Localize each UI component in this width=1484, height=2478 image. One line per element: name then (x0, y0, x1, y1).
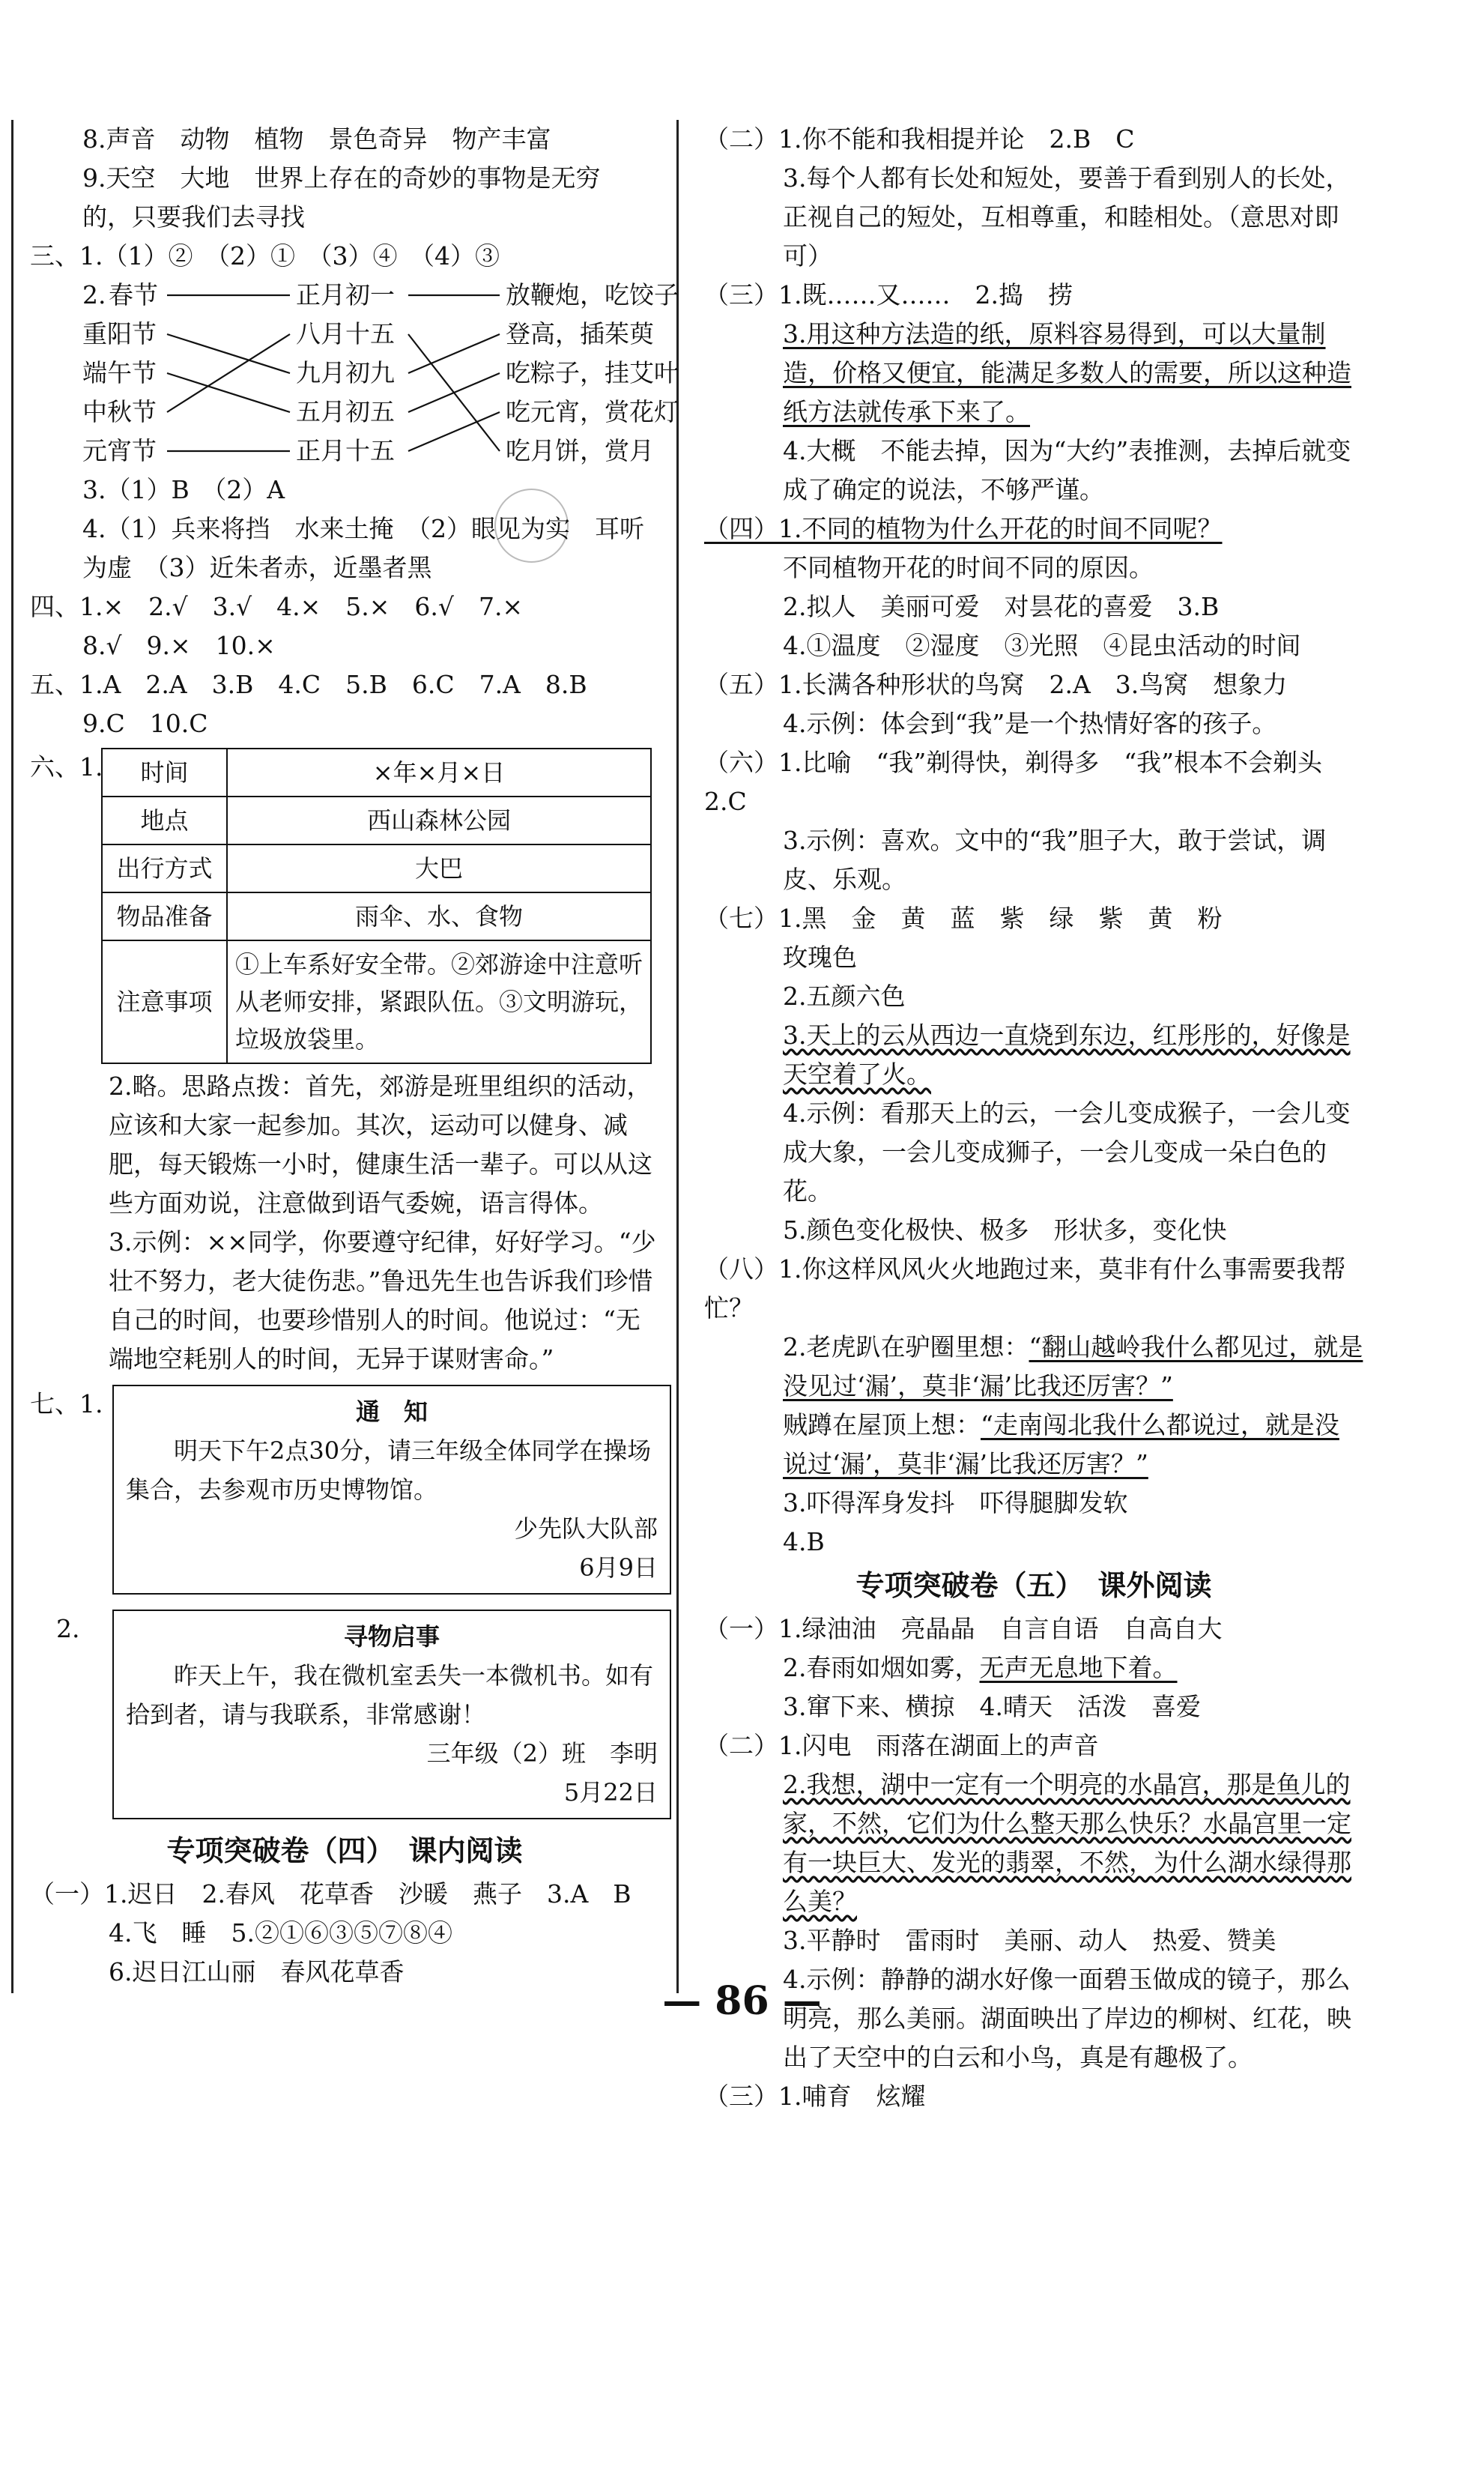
table-value: ×年×月×日 (227, 749, 651, 797)
notice-date: 6月9日 (579, 1553, 658, 1582)
lost-notice-title: 寻物启事 (343, 1622, 440, 1651)
answer-line: 三、1.（1）② （2）① （3）④ （4）③ (30, 241, 500, 271)
underlined-answer: “走南闯北我什么都说过，就是没说过‘漏’，莫非‘漏’比我还厉害？” (783, 1410, 1339, 1478)
answer-paragraph: 2.略。思路点拨：首先，郊游是班里组织的活动，应该和大家一起参加。其次，运动可以健身、减肥，每天锻炼一小时，健康生活一辈子。可以从这些方面劝说，注意做到语气委婉，语言得体。 (109, 1072, 652, 1218)
answer-line: 9.天空 大地 世界上存在的奇妙的事物是无穷 (82, 163, 601, 193)
lost-notice-date: 5月22日 (563, 1778, 658, 1807)
festival-date: 正月十五 (296, 436, 395, 465)
answer-line: 3.平静时 雷雨时 美丽、动人 热爱、赞美 (783, 1926, 1276, 1955)
table-value: 雨伞、水、食物 (227, 892, 651, 940)
answer-line: 8.√ 9.× 10.× (82, 631, 276, 660)
notice-signature: 少先队大队部 (513, 1514, 658, 1543)
table-row (102, 892, 651, 940)
table-row (102, 797, 651, 844)
answer-line: 4.飞 睡 5.②①⑥③⑤⑦⑧④ (109, 1918, 452, 1947)
answer-paragraph: 4.①温度 ②湿度 ③光照 ④昆虫活动的时间 (783, 631, 1301, 660)
answer-line (704, 1649, 1363, 1687)
answer-paragraph: 4.大概 不能去掉，因为“大约”表推测，去掉后就变成了确定的说法，不够严谨。 (783, 436, 1351, 504)
answer-line: （三）1.哺育 炫耀 (704, 2082, 926, 2111)
festival-custom: 吃粽子，挂艾叶 (506, 358, 679, 387)
festival-custom: 登高，插茱萸 (506, 319, 654, 348)
lost-notice-body: 昨天上午，我在微机室丢失一本微机书。如有拾到者，请与我联系，非常感谢！ (126, 1661, 654, 1729)
answer-paragraph: 3.每个人都有长处和短处，要善于看到别人的长处，正视自己的短处，互相尊重，和睦相处。（意思对即可） (783, 163, 1351, 271)
table-key: 出行方式 (102, 844, 227, 892)
answer-line: （二）1.闪电 雨落在湖面上的声音 (704, 1731, 1099, 1760)
answer-paragraph: 4.示例：静静的湖水好像一面碧玉做成的镜子，那么明亮，那么美丽。湖面映出了岸边的柳树、红花，映出了天空中的白云和小鸟，真是有趣极了。 (783, 1965, 1351, 2072)
answer-line: 玫瑰色 (783, 943, 857, 972)
match-number: 2. (82, 280, 106, 309)
answer-line: （四）1.不同的植物为什么开花的时间不同呢？ (704, 514, 1223, 543)
answer-paragraph: 3.天上的云从西边一直烧到东边，红彤彤的，好像是天空着了火。 (783, 1021, 1351, 1089)
answer-paragraph: 3.用这种方法造的纸，原料容易得到，可以大量制造，价格又便宜，能满足多数人的需要，所以这种造纸方法就传承下来了。 (783, 319, 1351, 426)
answer-line: （七）1.黑 金 黄 蓝 紫 绿 紫 黄 粉 (704, 904, 1223, 933)
left-margin-rule (11, 120, 13, 1993)
festival-name: 春节 (109, 280, 158, 309)
answer-paragraph (704, 1406, 1363, 1484)
answer-line: 4.B (783, 1527, 825, 1556)
notice-box (112, 1385, 671, 1595)
answer-line: 五、1.A 2.A 3.B 4.C 5.B 6.C 7.A 8.B (30, 670, 587, 699)
answer-line: 8.声音 动物 植物 景色奇异 物产丰富 (82, 124, 551, 154)
table-key: 时间 (102, 749, 227, 797)
table-key: 地点 (102, 797, 227, 844)
underlined-answer: “翻山越岭我什么都见过，就是没见过‘漏’，莫非‘漏’比我还厉害？” (783, 1332, 1363, 1400)
answer-line: （五）1.长满各种形状的鸟窝 2.A 3.鸟窝 想象力 (704, 670, 1288, 699)
festival-matching-diagram (82, 276, 679, 471)
answer-line: 的，只要我们去寻找 (82, 202, 305, 232)
answer-line: 2.五颜六色 (783, 982, 906, 1011)
page-number: — 86 — (662, 1978, 822, 2024)
answer-paragraph: （六）1.比喻 “我”剃得快，剃得多 “我”根本不会剃头 2.C (704, 748, 1347, 816)
table-key: 注意事项 (102, 940, 227, 1063)
answer-paragraph: （八）1.你这样风风火火地跑过来，莫非有什么事需要我帮忙？ (704, 1254, 1346, 1323)
table-key: 物品准备 (102, 892, 227, 940)
table-row (102, 844, 651, 892)
answer-paragraph: 4.示例：看那天上的云，一会儿变成猴子，一会儿变成大象，一会儿变成狮子，一会儿变成一朵白色的花。 (783, 1099, 1351, 1206)
festival-custom: 吃元宵，赏花灯 (506, 397, 679, 426)
lost-notice-signature: 三年级（2）班 李明 (426, 1739, 658, 1768)
question-label: 七、1. (30, 1389, 103, 1418)
festival-date: 九月初九 (296, 358, 395, 387)
table-row (102, 749, 651, 797)
answer-line: （二）1.你不能和我相提并论 2.B C (704, 124, 1135, 154)
notice-block (30, 1385, 659, 1595)
lost-notice-block (30, 1610, 659, 1819)
festival-name: 中秋节 (82, 397, 157, 426)
festival-custom: 吃月饼，赏月 (506, 436, 654, 465)
festival-date: 正月初一 (296, 280, 395, 309)
answer-text: 2.春雨如烟如雾， (783, 1653, 980, 1682)
answer-line: 4.（1）兵来将挡 水来土掩 （2）眼见为实 耳听 (82, 514, 644, 543)
notice-body: 明天下午2点30分，请三年级全体同学在操场集合，去参观市历史博物馆。 (126, 1436, 652, 1504)
question-label: 六、1. (30, 752, 103, 782)
trip-plan-block (30, 748, 659, 1064)
answer-line: （一）1.绿油油 亮晶晶 自言自语 自高自大 (704, 1614, 1223, 1643)
answer-paragraph: 3.示例：××同学，你要遵守纪律，好好学习。“少壮不努力，老大徒伤悲。”鲁迅先生也告诉我们珍惜自己的时间，也要珍惜别人的时间。他说过：“无端地空耗别人的时间，无异于谋财害命。” (109, 1227, 656, 1374)
answer-line: 四、1.× 2.√ 3.√ 4.× 5.× 6.√ 7.× (30, 592, 524, 621)
answer-line: 4.示例：体会到“我”是一个热情好客的孩子。 (783, 709, 1277, 738)
table-value: 大巴 (227, 844, 651, 892)
answer-line: 5.颜色变化极快、极多 形状多，变化快 (783, 1215, 1227, 1245)
festival-date: 五月初五 (296, 397, 395, 426)
festival-custom: 放鞭炮，吃饺子 (506, 280, 679, 309)
answer-paragraph (704, 1328, 1363, 1406)
answer-text: 贼蹲在屋顶上想： (783, 1410, 981, 1439)
right-column (704, 120, 1363, 2116)
table-row (102, 940, 651, 1063)
answer-text: 2.老虎趴在驴圈里想： (783, 1332, 1029, 1362)
underlined-answer: 无声无息地下着。 (979, 1653, 1178, 1682)
answer-paragraph: 3.示例：喜欢。文中的“我”胆子大，敢于尝试，调皮、乐观。 (783, 826, 1327, 894)
left-column (30, 120, 679, 1992)
answer-line: （一）1.迟日 2.春风 花草香 沙暖 燕子 3.A B (30, 1879, 632, 1909)
festival-name: 元宵节 (82, 436, 157, 465)
notice-title: 通 知 (355, 1397, 428, 1426)
answer-line: 为虚 （3）近朱者赤，近墨者黑 (82, 553, 432, 582)
table-value: 西山森林公园 (227, 797, 651, 844)
section-heading: 专项突破卷（五） 课外阅读 (855, 1568, 1212, 1602)
question-label: 2. (56, 1614, 80, 1643)
festival-date: 八月十五 (296, 319, 395, 348)
answer-line: 6.迟日江山丽 春风花草香 (109, 1957, 405, 1986)
answer-line: 9.C 10.C (82, 709, 208, 738)
answer-line: 3.吓得浑身发抖 吓得腿脚发软 (783, 1488, 1128, 1517)
section-heading: 专项突破卷（四） 课内阅读 (166, 1834, 523, 1867)
answer-line: 2.拟人 美丽可爱 对昙花的喜爱 3.B (783, 592, 1220, 621)
answer-line: 3.窜下来、横掠 4.晴天 活泼 喜爱 (783, 1692, 1201, 1721)
answer-line: （三）1.既……又…… 2.捣 捞 (704, 280, 1073, 309)
table-value: ①上车系好安全带。②郊游途中注意听从老师安排，紧跟队伍。③文明游玩，垃圾放袋里。 (227, 940, 651, 1063)
matching-lines (109, 276, 678, 471)
answer-paragraph: 2.我想，湖中一定有一个明亮的水晶宫，那是鱼儿的家，不然，它们为什么整天那么快乐？水晶宫里一定有一块巨大、发光的翡翠，不然，为什么湖水绿得那么美？ (783, 1770, 1351, 1916)
answer-line: 3.（1）B （2）A (82, 475, 285, 504)
trip-plan-table (101, 748, 652, 1064)
festival-name: 端午节 (82, 358, 157, 387)
festival-name: 重阳节 (82, 319, 157, 348)
answer-line: 不同植物开花的时间不同的原因。 (783, 553, 1154, 582)
lost-notice-box (112, 1610, 671, 1819)
